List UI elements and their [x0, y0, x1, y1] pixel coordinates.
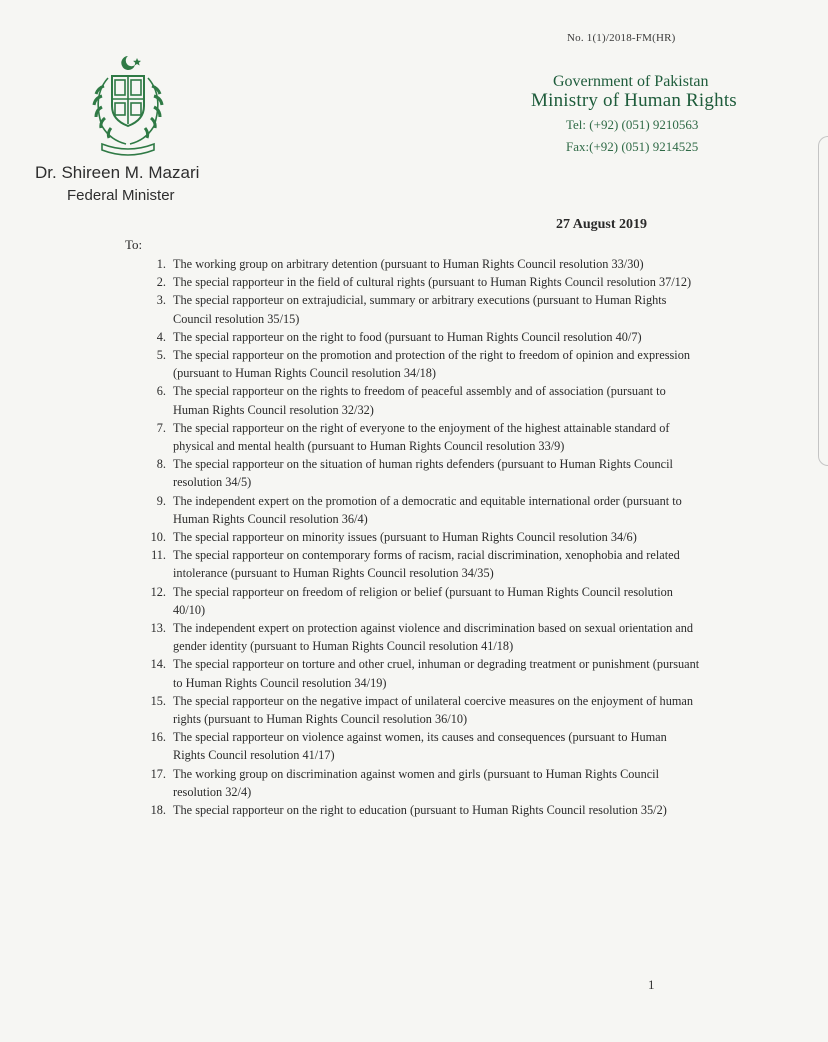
list-item	[140, 273, 700, 291]
item-text: The special rapporteur on freedom of religion or belief (pursuant to Human Rights Council resolution 40/10)	[173, 584, 673, 617]
item-text: The special rapporteur on the right to education (pursuant to Human Rights Council resolution 35/2)	[173, 803, 667, 818]
item-number: 3.	[156, 293, 166, 308]
pakistan-state-emblem-icon	[82, 52, 174, 158]
item-text: The special rapporteur on the right of everyone to the enjoyment of the highest attainable standard of physical and mental health (pursuant to Human Rights Council resolution 33/9)	[173, 420, 670, 454]
item-number: 15.	[150, 693, 166, 708]
item-text: The special rapporteur on extrajudicial, summary or arbitrary executions (pursuant to Human Rights Council resolution 35/15)	[173, 293, 667, 326]
fax-number: Fax:(+92) (051) 9214525	[566, 139, 699, 154]
item-text: The special rapporteur on the right to food (pursuant to Human Rights Council resolution 40/7)	[173, 329, 642, 344]
item-text: The special rapporteur on the situation of human rights defenders (pursuant to Human Rights Council resolution 34/5)	[173, 457, 673, 490]
item-number: 13.	[150, 621, 166, 636]
item-text: The independent expert on protection against violence and discrimination based on sexual orientation and gender identity (pursuant to Human Rights Council resolution 41/18)	[173, 621, 694, 654]
item-number: 9.	[156, 493, 166, 508]
item-text: The special rapporteur on the promotion and protection of the right to freedom of opinion and expression (pursuant to Human Rights Council resolution 34/18)	[173, 348, 691, 381]
item-text: The special rapporteur on torture and other cruel, inhuman or degrading treatment or punishment (pursuant to Human Rights Council resolution 34/19)	[173, 657, 700, 690]
item-number: 8.	[156, 457, 166, 472]
page-edge-shadow	[818, 136, 828, 466]
item-number: 17.	[150, 766, 166, 781]
item-number: 11.	[151, 548, 166, 563]
minister-title: Federal Minister	[67, 187, 175, 204]
item-number: 14.	[150, 657, 166, 672]
list-item	[140, 728, 700, 764]
item-number: 6.	[156, 384, 166, 399]
item-text: The working group on arbitrary detention (pursuant to Human Rights Council resolution 33/30)	[173, 257, 644, 271]
item-number: 5.	[156, 348, 166, 363]
government-name: Government of Pakistan	[553, 73, 709, 90]
item-number: 12.	[150, 584, 166, 599]
list-item	[140, 765, 700, 801]
to-label: To:	[125, 237, 143, 252]
letter-date: 27 August 2019	[556, 217, 648, 232]
item-text: The independent expert on the promotion of a democratic and equitable international order (pursuant to Human Rights Council resolution 36/4)	[173, 493, 682, 526]
list-item	[140, 455, 700, 491]
list-item	[140, 801, 700, 819]
page-number: 1	[648, 977, 655, 992]
list-item	[140, 382, 700, 418]
item-number: 1.	[156, 257, 166, 271]
item-text: The special rapporteur on the rights to freedom of peaceful assembly and of association (pursuant to Human Rights Council resolution 32/32)	[173, 384, 666, 417]
list-item	[140, 346, 700, 382]
list-item	[140, 328, 700, 346]
item-text: The special rapporteur on minority issues (pursuant to Human Rights Council resolution 34/6)	[173, 530, 637, 545]
list-item	[140, 419, 700, 455]
item-number: 4.	[156, 329, 166, 344]
telephone-number: Tel: (+92) (051) 9210563	[566, 117, 699, 132]
ministry-name: Ministry of Human Rights	[531, 90, 737, 111]
list-item	[140, 546, 700, 582]
item-text: The special rapporteur on contemporary forms of racism, racial discrimination, xenophobia and related intolerance (pursuant to Human Rights Council resolution 34/35)	[173, 548, 680, 581]
recipient-list	[140, 255, 700, 819]
item-text: The special rapporteur on the negative impact of unilateral coercive measures on the enjoyment of human rights (pursuant to Human Rights Council resolution 36/10)	[173, 693, 694, 727]
item-number: 7.	[156, 420, 166, 435]
item-text: The special rapporteur in the field of cultural rights (pursuant to Human Rights Council resolution 37/12)	[173, 275, 692, 290]
list-item	[140, 528, 700, 546]
list-item	[140, 692, 700, 728]
list-item	[140, 619, 700, 655]
item-number: 18.	[150, 803, 166, 818]
item-number: 16.	[150, 730, 166, 745]
minister-name: Dr. Shireen M. Mazari	[35, 163, 200, 182]
item-number: 10.	[150, 530, 166, 545]
list-item	[140, 255, 700, 273]
list-item	[140, 492, 700, 528]
list-item	[140, 583, 700, 619]
item-text: The working group on discrimination against women and girls (pursuant to Human Rights Council resolution 32/4)	[173, 766, 660, 799]
list-item	[140, 291, 700, 327]
reference-number: No. 1(1)/2018-FM(HR)	[567, 32, 676, 44]
item-text: The special rapporteur on violence against women, its causes and consequences (pursuant to Human Rights Council resolution 41/17)	[173, 730, 667, 763]
list-item	[140, 655, 700, 691]
item-number: 2.	[156, 275, 166, 290]
